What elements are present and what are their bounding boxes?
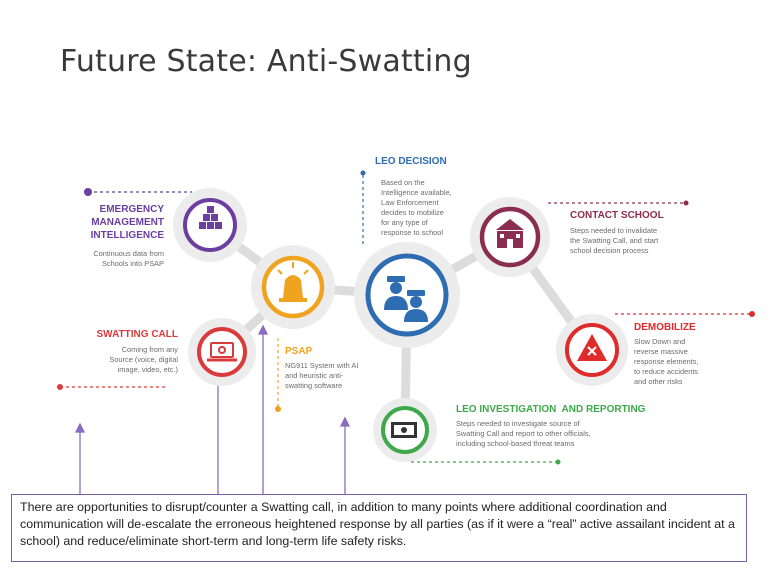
emergency-desc: Continuous data from Schools into PSAP [93,249,164,268]
callout-box: There are opportunities to disrupt/counter a Swatting call, in addition to many points where additional coordination and communication will de-escalate the erroneous heightened response by all parties (as if it were a “real” active assailant incident at a school) and reduce/eliminate short-term and long-term life safety risks. [11,494,747,562]
node-psap [251,245,335,329]
leo-decision-label: LEO DECISION [375,156,447,167]
investigation-label: LEO INVESTIGATION AND REPORTING [456,404,646,415]
slide-title: Future State: Anti-Swatting [60,44,472,79]
swatting-label: SWATTING CALL [96,329,178,340]
leo-decision-desc: Based on the Intelligence available, Law Enforcement decides to mobilize for any type of response to school [381,178,452,237]
node-demobilize [556,314,628,386]
node-swatting-call [188,318,256,386]
contact-school-desc: Steps needed to invalidate the Swatting Call, and start school decision process [570,226,659,255]
demobilize-desc: Slow Down and reverse massive response elements, to reduce accidents and other risks [634,337,699,386]
node-emergency [173,188,247,262]
psap-desc: NG911 System with AI and heuristic anti- swatting software [285,361,359,390]
node-investigation [373,398,437,462]
demobilize-label: DEMOBILIZE [634,322,696,333]
investigation-desc: Steps needed to investigate source of Swatting Call and report to other officials, including school-based threat teams [456,419,591,448]
money-bill-icon [391,422,417,438]
node-leo-decision [354,242,460,348]
swatting-desc: Coming from any Source (voice, digital image, video, etc.) [109,345,178,374]
psap-label: PSAP [285,346,313,357]
emergency-label: EMERGENCY MANAGEMENT INTELLIGENCE [90,204,164,241]
contact-school-label: CONTACT SCHOOL [570,210,664,221]
